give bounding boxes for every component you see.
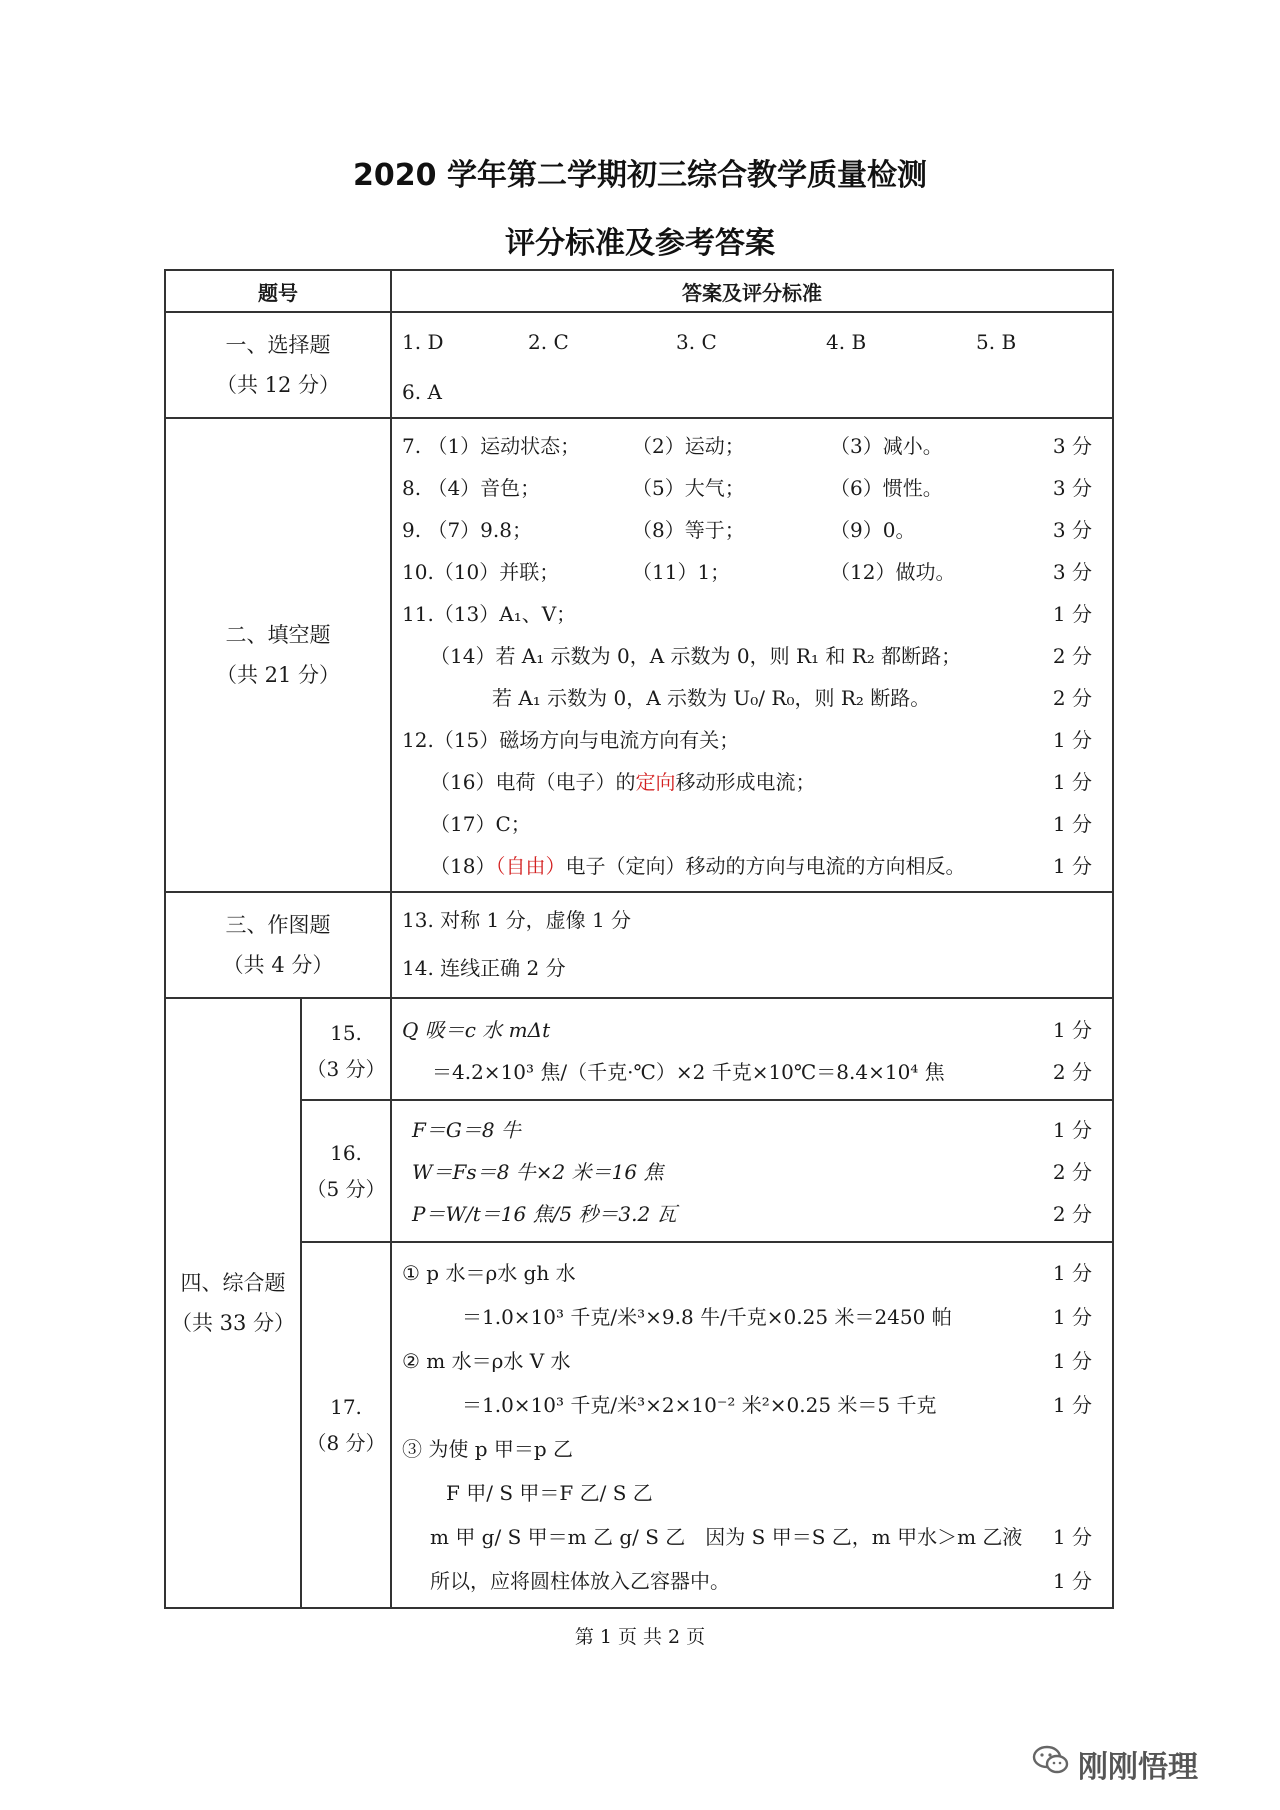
answer-item: 13. 对称 1 分，虚像 1 分 [402,908,632,932]
answer-item: 10.（10）并联； [402,560,560,584]
answer-line [392,1251,1112,1295]
answer-item: 6. A [402,380,442,404]
section-label [165,418,391,892]
points-label: 3 分 [1052,518,1092,542]
answer-line [392,719,1112,761]
points-label: 3 分 [1052,434,1092,458]
answer-item: （2）运动； [632,434,745,458]
highlighted-text: 定向 [635,770,676,794]
answer-item: （5）大气； [632,476,745,500]
section-name: 二、填空题 [225,623,331,647]
section-score: （共 33 分） [170,1311,296,1335]
section-label [165,998,301,1608]
answer-item: ① p 水＝ρ水 gh 水 [402,1261,576,1285]
answer-text: 电子（定向）移动的方向与电流的方向相反。 [565,854,966,878]
answers-cell [391,892,1113,998]
answer-item: （17）C； [430,812,531,836]
points-label: 1 分 [1052,1018,1092,1042]
section-comprehensive-q15 [165,998,1113,1100]
watermark-text: 刚刚悟理 [1078,1750,1198,1785]
section-drawing [165,892,1113,998]
answer-item: （11）1； [632,560,731,584]
question-label [301,1100,391,1242]
points-label: 1 分 [1052,1118,1092,1142]
answer-table [164,269,1114,1609]
question-label [301,998,391,1100]
points-label: 2 分 [1052,686,1092,710]
answer-item: （3）减小。 [830,434,943,458]
answer-line [392,1295,1112,1339]
section-comprehensive-q16 [165,1100,1113,1242]
answer-line [392,1193,1112,1235]
section-comprehensive-q17 [165,1242,1113,1608]
answer-item: 4. B [826,330,867,354]
points-label: 2 分 [1052,1202,1092,1226]
answer-item: ＝1.0×10³ 千克/米³×2×10⁻² 米²×0.25 米＝5 千克 [462,1393,937,1417]
answer-line [392,467,1112,509]
points-label: 1 分 [1052,1349,1092,1373]
answer-line [392,1151,1112,1193]
answers-cell [391,998,1113,1100]
answer-line [392,1427,1112,1471]
document-subtitle: 评分标准及参考答案 [505,226,775,261]
answers-cell [391,312,1113,418]
answer-item: 11.（13）A₁、V； [402,602,577,626]
points-label: 2 分 [1052,644,1092,668]
question-score: （3 分） [306,1057,386,1081]
answer-line [392,1109,1112,1151]
document-title: 2020 学年第二学期初三综合教学质量检测 [353,158,927,193]
answer-item: F＝G＝8 牛 [412,1118,521,1142]
answer-line [392,845,1112,887]
answers-cell [391,418,1113,892]
answer-item [430,761,815,803]
points-label: 1 分 [1052,812,1092,836]
answer-item: ② m 水＝ρ水 V 水 [402,1349,571,1373]
page-footer: 第 1 页 共 2 页 [574,1626,706,1648]
points-label: 1 分 [1052,728,1092,752]
answer-item: F 甲/ S 甲＝F 乙/ S 乙 [446,1481,653,1505]
section-label [165,312,391,418]
section-score: （共 21 分） [215,663,341,687]
header-answer-standard: 答案及评分标准 [391,270,1113,312]
answers-cell [391,1100,1113,1242]
answer-text: 移动形成电流； [675,770,816,794]
answer-item: 3. C [676,330,717,354]
answer-line [392,803,1112,845]
question-number: 15. [330,1021,362,1045]
question-number: 16. [330,1141,362,1165]
answer-item: 5. B [976,330,1017,354]
answer-item: 9. （7）9.8； [402,518,532,542]
answer-item: ＝4.2×10³ 焦/（千克·℃）×2 千克×10℃＝8.4×10⁴ 焦 [432,1060,945,1084]
points-label: 1 分 [1052,1525,1092,1549]
answer-line [392,635,1112,677]
answer-line [392,321,1112,363]
answers-cell [391,1242,1113,1608]
points-label: 1 分 [1052,1261,1092,1285]
section-name: 三、作图题 [225,913,331,937]
question-label [301,1242,391,1608]
section-score: （共 12 分） [215,373,341,397]
answer-line [392,677,1112,719]
answer-item: W＝Fs＝8 牛×2 米＝16 焦 [412,1160,664,1184]
answer-line [392,1051,1112,1093]
section-multiple-choice [165,312,1113,418]
points-label: 1 分 [1052,770,1092,794]
wechat-icon [1032,1744,1070,1776]
answer-item: ＝1.0×10³ 千克/米³×9.8 牛/千克×0.25 米＝2450 帕 [462,1305,952,1329]
table-header-row [165,270,1113,312]
section-label [165,892,391,998]
answer-item: （6）惯性。 [830,476,943,500]
answer-item: （9）0。 [830,518,916,542]
answer-item: （12）做功。 [830,560,956,584]
answer-line [392,1339,1112,1383]
answer-item: 8. （4）音色； [402,476,541,500]
answer-item: ③ 为使 p 甲＝p 乙 [402,1437,574,1461]
question-score: （5 分） [306,1177,386,1201]
answer-item: P＝W/t＝16 焦/5 秒＝3.2 瓦 [412,1202,677,1226]
answer-line [392,947,1112,989]
answer-line [392,1515,1112,1559]
answer-item: （8）等于； [632,518,745,542]
points-label: 3 分 [1052,476,1092,500]
answer-item: 若 A₁ 示数为 0，A 示数为 U₀/ R₀，则 R₂ 断路。 [492,686,931,710]
points-label: 1 分 [1052,1393,1092,1417]
question-score: （8 分） [306,1431,386,1455]
answer-item: 14. 连线正确 2 分 [402,956,566,980]
section-name: 一、选择题 [225,333,331,357]
points-label: 1 分 [1052,1569,1092,1593]
points-label: 1 分 [1052,1305,1092,1329]
points-label: 2 分 [1052,1060,1092,1084]
answer-item: 所以，应将圆柱体放入乙容器中。 [430,1569,730,1593]
answer-line [392,593,1112,635]
answer-item: 12.（15）磁场方向与电流方向有关； [402,728,740,752]
answer-line [392,425,1112,467]
answer-line [392,551,1112,593]
answer-line [392,899,1112,941]
answer-line [392,509,1112,551]
points-label: 1 分 [1052,602,1092,626]
answer-item: Q 吸＝c 水 mΔt [402,1018,551,1042]
points-label: 3 分 [1052,560,1092,584]
points-label: 1 分 [1052,854,1092,878]
question-number: 17. [330,1395,362,1419]
answer-line [392,1559,1112,1603]
answer-line [392,371,1112,413]
answer-line [392,761,1112,803]
answer-item: 7. （1）运动状态； [402,434,581,458]
section-name: 四、综合题 [180,1271,286,1295]
answer-item: m 甲 g/ S 甲＝m 乙 g/ S 乙 因为 S 甲＝S 乙，m 甲水＞m 乙液 [430,1525,1023,1549]
answer-text: （18） [430,854,496,878]
points-label: 2 分 [1052,1160,1092,1184]
answer-item [430,845,965,887]
answer-item: 2. C [528,330,569,354]
answer-line [392,1383,1112,1427]
answer-text: （16）电荷（电子）的 [430,770,636,794]
highlighted-text: （自由） [495,854,566,878]
answer-line [392,1471,1112,1515]
answer-item: 1. D [402,330,444,354]
section-score: （共 4 分） [222,953,334,977]
section-fill-blank [165,418,1113,892]
answer-line [392,1009,1112,1051]
answer-item: （14）若 A₁ 示数为 0，A 示数为 0，则 R₁ 和 R₂ 都断路； [430,644,962,668]
header-question-number: 题号 [165,270,391,312]
